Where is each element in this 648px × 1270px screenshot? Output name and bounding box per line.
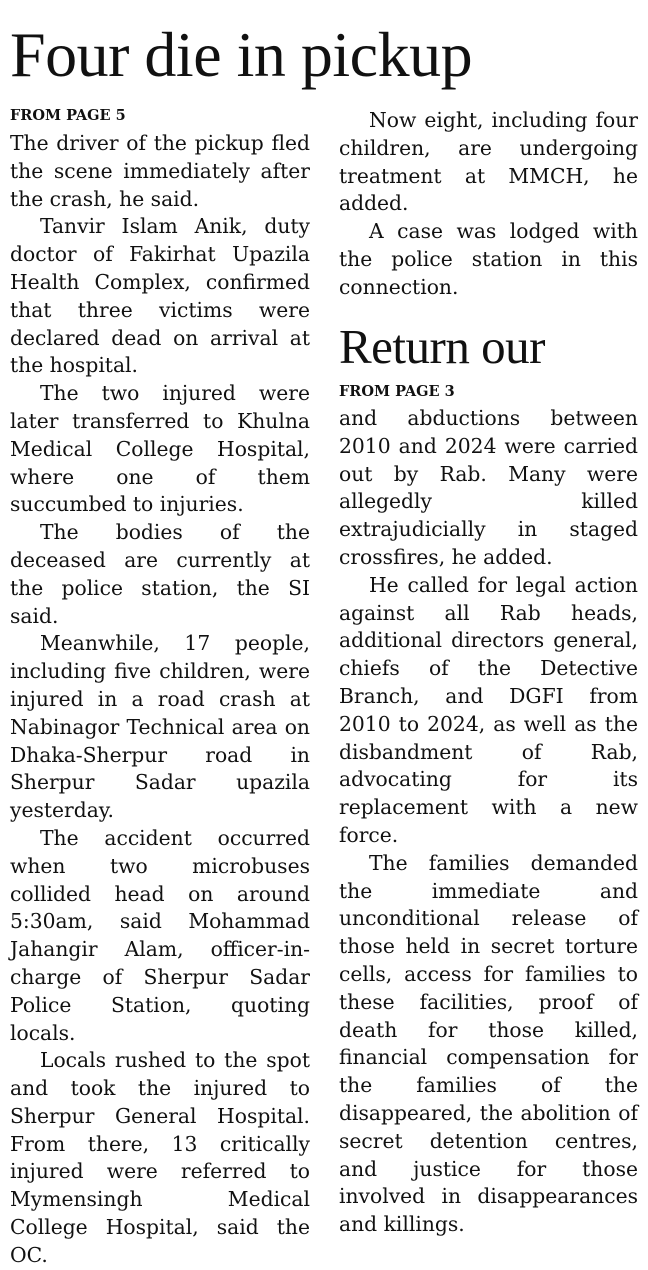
second-story-jump-line: FROM PAGE 3 <box>339 383 455 400</box>
story-paragraph: The two injured were later transferred to Khulna Medical College Hospital, where one of them succumbed to injuries. <box>10 381 310 517</box>
story-paragraph: The families demanded the immediate and unconditional release of those held in secret torture cells, access for families to these facilities, proof of death for those killed, financial compensation for the families of the disappeared, the abolition of secret detention centres, and justice for those involved in disappearances and killings. <box>339 850 638 1237</box>
second-story-headline: Return our <box>339 319 545 374</box>
story-paragraph: and abductions between 2010 and 2024 were carried out by Rab. Many were allegedly killed extrajudicially in staged crossfires, he added. <box>339 406 638 569</box>
story-paragraph: He called for legal action against all Rab heads, additional directors general, chiefs of the Detective Branch, and DGFI from 2010 to 2024, as well as the disbandment of Rab, advocating for its replacement with a new force. <box>339 572 638 847</box>
story-paragraph: Locals rushed to the spot and took the injured to Sherpur General Hospital. From there, 13 critically injured were referred to Mymensingh Medical College Hospital, said the OC. <box>10 1048 310 1267</box>
story-headline: Four die in pickup <box>10 19 473 90</box>
story-paragraph: The driver of the pickup fled the scene immediately after the crash, he said. <box>10 131 310 211</box>
story-column-left <box>10 130 310 1270</box>
second-story-column <box>339 405 638 1239</box>
story-paragraph: The bodies of the deceased are currently at the police station, the SI said. <box>10 520 310 628</box>
story-paragraph: Now eight, including four children, are undergoing treatment at MMCH, he added. <box>339 108 638 216</box>
story-paragraph: A case was lodged with the police station in this connection. <box>339 219 638 299</box>
story-paragraph: Tanvir Islam Anik, duty doctor of Fakirhat Upazila Health Complex, confirmed that three victims were declared dead on arrival at the hospital. <box>10 214 310 378</box>
story-paragraph: Meanwhile, 17 people, including five children, were injured in a road crash at Nabinagor Technical area on Dhaka-Sherpur road in Sherpur Sadar upazila yesterday. <box>10 631 310 823</box>
jump-line: FROM PAGE 5 <box>10 107 126 124</box>
story-column-right-continued <box>339 107 638 302</box>
story-paragraph: The accident occurred when two microbuses collided head on around 5:30am, said Mohammad Jahangir Alam, officer-in-charge of Sherpur Sadar Police Station, quoting locals. <box>10 825 310 1045</box>
